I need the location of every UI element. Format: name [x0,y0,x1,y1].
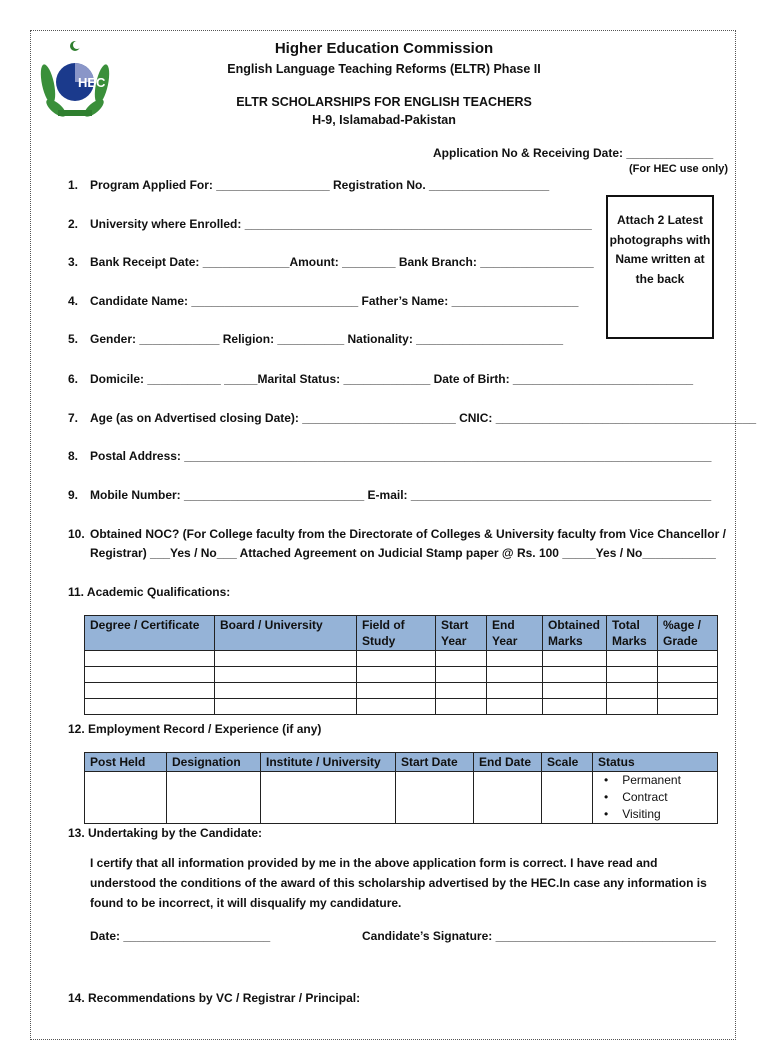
status-options [593,772,718,824]
employment-heading: 12. Employment Record / Experience (if any) [68,722,322,736]
undertaking-heading: 13. Undertaking by the Candidate: [68,826,263,840]
status-option-permanent[interactable]: • Permanent [626,772,712,789]
status-option-contract[interactable]: • Contract [626,789,712,806]
table-row [85,667,718,683]
column-header: Start Year [436,616,487,651]
program-title: ELTR SCHOLARSHIPS FOR ENGLISH TEACHERS [236,95,532,109]
table-header-row [85,753,718,772]
column-header: Total Marks [607,616,658,651]
field-bank-receipt[interactable]: 3. Bank Receipt Date: _____________Amount: ________ Bank Branch: _________________ [68,255,594,269]
address: H-9, Islamabad-Pakistan [312,113,456,127]
table-header-row [85,616,718,651]
header-subtitle: English Language Teaching Reforms (ELTR) Phase II [227,62,541,76]
field-noc-continued[interactable]: Registrar) ___Yes / No___ Attached Agreement on Judicial Stamp paper @ Rs. 100 _____Yes / No___________ [90,546,716,560]
column-header: Scale [542,753,593,772]
column-header: Degree / Certificate [85,616,215,651]
column-header: Post Held [85,753,167,772]
field-domicile[interactable]: 6. Domicile: ___________ _____Marital Status: _____________ Date of Birth: ___________________________ [68,372,694,386]
field-noc[interactable]: 10. Obtained NOC? (For College faculty from the Directorate of Colleges & University faculty from Vice Chancellor / [68,527,726,541]
table-row [85,651,718,667]
recommendations-heading: 14. Recommendations by VC / Registrar / Principal: [68,991,361,1005]
column-header: Institute / University [261,753,396,772]
hec-use-note: (For HEC use only) [629,163,729,175]
field-program[interactable]: 1. Program Applied For: _________________ Registration No. __________________ [68,178,550,192]
svg-text:HEC: HEC [78,75,106,90]
photo-box: Attach 2 Latest photographs with Name written at the back [606,195,714,339]
column-header: Start Date [396,753,474,772]
field-mobile-email[interactable]: 9. Mobile Number: ___________________________ E-mail: _____________________________________________ [68,488,712,502]
column-header: %age / Grade [658,616,718,651]
status-option-visiting[interactable]: • Visiting [626,806,712,823]
date-field[interactable]: Date: ______________________ [90,929,271,943]
table-row [85,683,718,699]
column-header: Field of Study [357,616,436,651]
table-row [85,772,718,824]
column-header: End Date [474,753,542,772]
field-postal-address[interactable]: 8. Postal Address: _______________________________________________________________________________ [68,449,712,463]
undertaking-text: I certify that all information provided by me in the above application form is correct. I have read and understood the conditions of the award of this scholarship advertised by the HEC.In case any information is found to be incorrect, it will disqualify my candidature. [90,856,707,910]
header-title: Higher Education Commission [274,40,494,57]
column-header: Designation [167,753,261,772]
column-header: Board / University [215,616,357,651]
academic-heading: 11. Academic Qualifications: [68,585,231,599]
employment-table [84,752,718,824]
column-header: Obtained Marks [543,616,607,651]
table-row [85,699,718,715]
academic-table [84,615,718,715]
field-gender[interactable]: 5. Gender: ____________ Religion: __________ Nationality: ______________________ [68,332,563,346]
field-university[interactable]: 2. University where Enrolled: ____________________________________________________ [68,217,592,231]
field-age-cnic[interactable]: 7. Age (as on Advertised closing Date): _______________________ CNIC: _______________________________________ [68,411,757,425]
signature-field[interactable]: Candidate’s Signature: _________________________________ [362,929,716,943]
column-header: End Year [487,616,543,651]
column-header: Status [593,753,718,772]
field-candidate-name[interactable]: 4. Candidate Name: _________________________ Father’s Name: ___________________ [68,294,579,308]
application-no-field[interactable]: Application No & Receiving Date: _____________ [433,146,714,160]
